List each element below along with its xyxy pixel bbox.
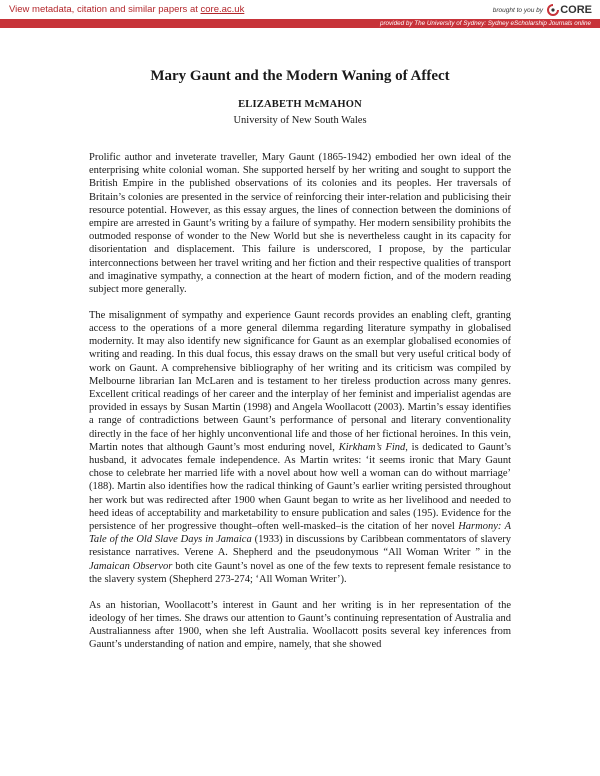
paragraph-2-text-d: both cite Gaunt’s novel as one of the few texts to represent female resistance to the slavery system (Shepherd 273-274; ‘All Woman Writer’).: [89, 560, 512, 585]
provider-banner: [0, 19, 600, 28]
core-link-domain: core.ac.uk: [200, 4, 245, 15]
paragraph-2-text-b: , is dedicated to Gaunt’s husband, it advocates female independence. As Martin writes: ‘it seems ironic that Mary Gaunt chose to celebrate her married life with a novel about how well a woman can do without marriage’ (188). Martin also identifies how the radical thinking of Gaunt’s earlier writing persisted throughout her work but was redirected after 1900 when Gaunt began to write as her livelihood and needed to heed ideas of acceptability and marketability to ensure publication and sales (195). Evidence for the persistence of her progressive thought–often well-masked–is the citation of her novel: [89, 441, 512, 533]
provided-by-text: provided by The University of Sydney: Sydney eScholarship Journals online: [379, 20, 591, 27]
article-author: ELIZABETH McMAHON: [238, 99, 362, 110]
paragraph-2-text-a: The misalignment of sympathy and experience Gaunt records provides an enabling cleft, granting access to the operations of a more general dilemma regarding literature sympathy in globalised modernity. It may also identify new significance for Gaunt as an exemplar globalised economies of writing and reading. In this dual focus, this essay draws on the small but very useful critical body of work on Gaunt. A comprehensive bibliography of her writing and its criticism was compiled by Melbourne librarian Ian McLaren and is testament to her tireless production across many genres. Excellent critical readings of her career and the interplay of her feminist and imperialist agendas are provided in essays by Susan Martin (1998) and Angela Woollacott (2003). Martin’s essay identifies a range of contradictions between Gaunt’s performance of personal and literary conventionality directly in the face of her highly unconventional life and those of her fictional heroines. In this vein, Martin notes that although Gaunt’s most enduring novel,: [89, 309, 511, 453]
author-affiliation: University of New South Wales: [233, 115, 367, 126]
core-logo-text: CORE: [560, 4, 592, 16]
core-link-prefix: View metadata, citation and similar papers at: [9, 4, 201, 15]
book-title-harmony: Harmony: A Tale of the Old Slave Days in Jamaica: [89, 521, 512, 546]
core-header: [0, 0, 600, 20]
paragraph-1: Prolific author and inveterate traveller, Mary Gaunt (1865-1942) embodied her own ideal of the enterprising white colonial woman. She supported herself by her writing and sought to support the British Empire in the published observations of its colonies and its peoples. Her traversals of Britain’s colonies are presented in the service of reinforcing their inter-relation and publicising their resource potential. However, as this essay argues, the lines of connection between the dominions of empire are arrested in Gaunt’s writing by a failure of sympathy. Her modern sensibility prohibits the outmoded response of wonder to the New World but she is nevertheless caught in its capacity for disorientation and displacement. This failure is underscored, I propose, by the particular interconnections between her travel writing and her fiction and their respective qualities of transport and imaginative sympathy, a connection at the heart of modern fiction, and of the modern reading subject more generally.: [89, 152, 511, 296]
article-title: Mary Gaunt and the Modern Waning of Affect: [150, 68, 450, 84]
core-metadata-link[interactable]: [9, 4, 244, 15]
newspaper-title: Jamaican Observor: [89, 560, 173, 572]
core-logo[interactable]: [547, 2, 592, 18]
article-body: [89, 151, 511, 664]
paragraph-2: [89, 309, 511, 586]
core-logo-icon: [547, 4, 559, 16]
book-title-kirkhams-find: Kirkham’s Find: [338, 441, 406, 453]
paragraph-2-text-c: (1933) in discussions by Caribbean commentators of slavery resistance narratives. Verene A. Shepherd and the pseudonymous “All Woman Writer ” in the: [89, 534, 511, 559]
paragraph-3: As an historian, Woollacott’s interest in Gaunt and her writing is in her representation of the ideology of her times. She draws our attention to Gaunt’s continuing representation of Australia and Australianness after 1900, when she left Australia. Woollacott posits several key inferences from Gaunt’s understanding of nation and empire, namely, that she showed: [89, 599, 511, 651]
brought-to-you-label: brought to you by: [492, 7, 543, 14]
